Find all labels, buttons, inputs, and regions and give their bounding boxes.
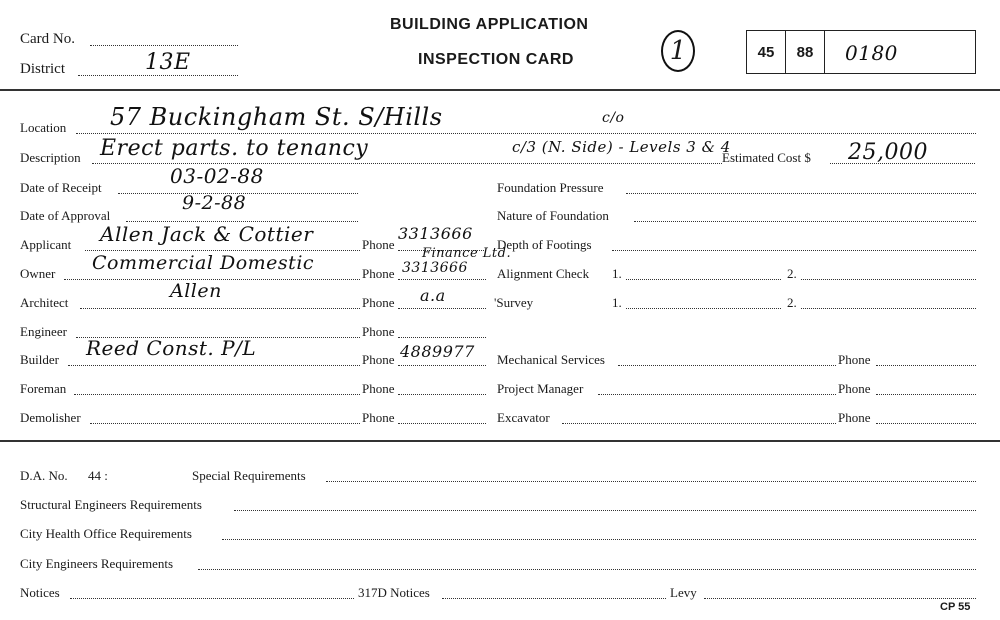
estimated-cost-value: 25,000 <box>848 140 928 165</box>
builder-value: Reed Const. P/L <box>86 336 257 360</box>
reference-cell-1: 45 <box>747 31 786 73</box>
applicant-phone-value: 3313666 <box>398 224 473 243</box>
health-office-line <box>222 539 976 540</box>
special-requirements-line <box>326 481 976 482</box>
applicant-phone-label: Phone <box>362 237 395 252</box>
survey-label: 'Survey <box>494 295 534 310</box>
architect-line <box>80 308 360 309</box>
builder-phone-label: Phone <box>362 352 395 367</box>
district-label: District <box>20 61 65 77</box>
architect-label: Architect <box>20 295 69 310</box>
notices-label: Notices <box>20 585 60 600</box>
foundation-pressure-label: Foundation Pressure <box>497 180 604 195</box>
notices-317d-label: 317D Notices <box>358 585 430 600</box>
foreman-phone-label: Phone <box>362 381 395 396</box>
project-manager-phone-label: Phone <box>838 381 871 396</box>
excavator-phone-line <box>876 423 976 424</box>
date-approval-label: Date of Approval <box>20 208 111 223</box>
alignment-check-num2: 2. <box>787 266 797 281</box>
structural-requirements-line <box>234 510 976 511</box>
excavator-line <box>562 423 836 424</box>
owner-extra: Finance Ltd. <box>422 246 512 261</box>
survey-line1 <box>626 308 781 309</box>
architect-value: Allen <box>170 280 222 302</box>
location-value: 57 Buckingham St. S/Hills <box>110 103 443 131</box>
demolisher-phone-label: Phone <box>362 410 395 425</box>
architect-phone-line <box>398 308 486 309</box>
special-requirements-label: Special Requirements <box>192 468 306 483</box>
project-manager-label: Project Manager <box>497 381 584 396</box>
district-line <box>78 75 238 76</box>
owner-label: Owner <box>20 266 56 281</box>
reference-cell-2: 88 <box>786 31 825 73</box>
notices-line <box>70 598 354 599</box>
card-no-line <box>90 45 238 46</box>
mechanical-services-label: Mechanical Services <box>497 352 605 367</box>
city-engineers-line <box>198 569 976 570</box>
owner-phone-line <box>398 279 486 280</box>
alignment-check-label: Alignment Check <box>497 266 590 281</box>
card-title-line1: BUILDING APPLICATION <box>390 16 589 33</box>
demolisher-label: Demolisher <box>20 410 81 425</box>
owner-value: Commercial Domestic <box>92 252 315 274</box>
alignment-check-line1 <box>626 279 781 280</box>
excavator-phone-label: Phone <box>838 410 871 425</box>
notices-317d-line <box>442 598 666 599</box>
project-manager-line <box>598 394 836 395</box>
description-label: Description <box>20 150 81 165</box>
foreman-line <box>74 394 360 395</box>
city-engineers-label: City Engineers Requirements <box>20 556 174 571</box>
description-extra: c/3 (N. Side) - Levels 3 & 4 <box>512 138 731 156</box>
nature-foundation-label: Nature of Foundation <box>497 208 609 223</box>
builder-phone-value: 4889977 <box>400 342 475 361</box>
reference-number-box <box>746 30 976 74</box>
location-label: Location <box>20 120 67 135</box>
survey-line2 <box>801 308 976 309</box>
survey-num1: 1. <box>612 295 622 310</box>
nature-foundation-line <box>634 221 976 222</box>
excavator-label: Excavator <box>497 410 550 425</box>
owner-phone-value: 3313666 <box>402 260 468 276</box>
foreman-phone-line <box>398 394 486 395</box>
survey-num2: 2. <box>787 295 797 310</box>
circled-number: 1 <box>661 30 695 72</box>
date-approval-value: 9-2-88 <box>182 192 247 214</box>
builder-phone-line <box>398 365 486 366</box>
description-value: Erect parts. to tenancy <box>100 136 369 161</box>
builder-line <box>68 365 360 366</box>
card-title-line2: INSPECTION CARD <box>418 51 574 68</box>
applicant-value: Allen Jack & Cottier <box>100 222 314 246</box>
builder-label: Builder <box>20 352 59 367</box>
engineer-phone-line <box>398 337 486 338</box>
depth-footings-line <box>612 250 976 251</box>
engineer-phone-label: Phone <box>362 324 395 339</box>
district-value: 13E <box>145 50 191 75</box>
mechanical-phone-label: Phone <box>838 352 871 367</box>
applicant-line <box>85 250 360 251</box>
health-office-label: City Health Office Requirements <box>20 526 192 541</box>
engineer-label: Engineer <box>20 324 67 339</box>
foreman-label: Foreman <box>20 381 67 396</box>
levy-label: Levy <box>670 585 697 600</box>
estimated-cost-label: Estimated Cost $ <box>722 150 811 165</box>
date-receipt-label: Date of Receipt <box>20 180 102 195</box>
architect-phone-value: a.a <box>420 286 446 305</box>
requirements-divider <box>0 440 1000 442</box>
applicant-label: Applicant <box>20 237 72 252</box>
levy-line <box>704 598 976 599</box>
date-receipt-value: 03-02-88 <box>170 164 264 188</box>
depth-footings-label: Depth of Footings <box>497 237 592 252</box>
architect-phone-label: Phone <box>362 295 395 310</box>
da-no-label: D.A. No. <box>20 468 68 483</box>
structural-requirements-label: Structural Engineers Requirements <box>20 497 202 512</box>
alignment-check-num1: 1. <box>612 266 622 281</box>
demolisher-phone-line <box>398 423 486 424</box>
header-divider <box>0 89 1000 91</box>
mechanical-services-line <box>618 365 836 366</box>
location-line <box>76 133 976 134</box>
demolisher-line <box>90 423 360 424</box>
reference-cell-3: 0180 <box>845 41 898 65</box>
alignment-check-line2 <box>801 279 976 280</box>
location-suffix: c/o <box>602 110 625 126</box>
form-code: CP 55 <box>940 601 971 613</box>
foundation-pressure-line <box>626 193 976 194</box>
project-manager-phone-line <box>876 394 976 395</box>
card-no-label: Card No. <box>20 31 75 47</box>
da-no-value: 44 : <box>88 468 108 483</box>
mechanical-phone-line <box>876 365 976 366</box>
owner-phone-label: Phone <box>362 266 395 281</box>
